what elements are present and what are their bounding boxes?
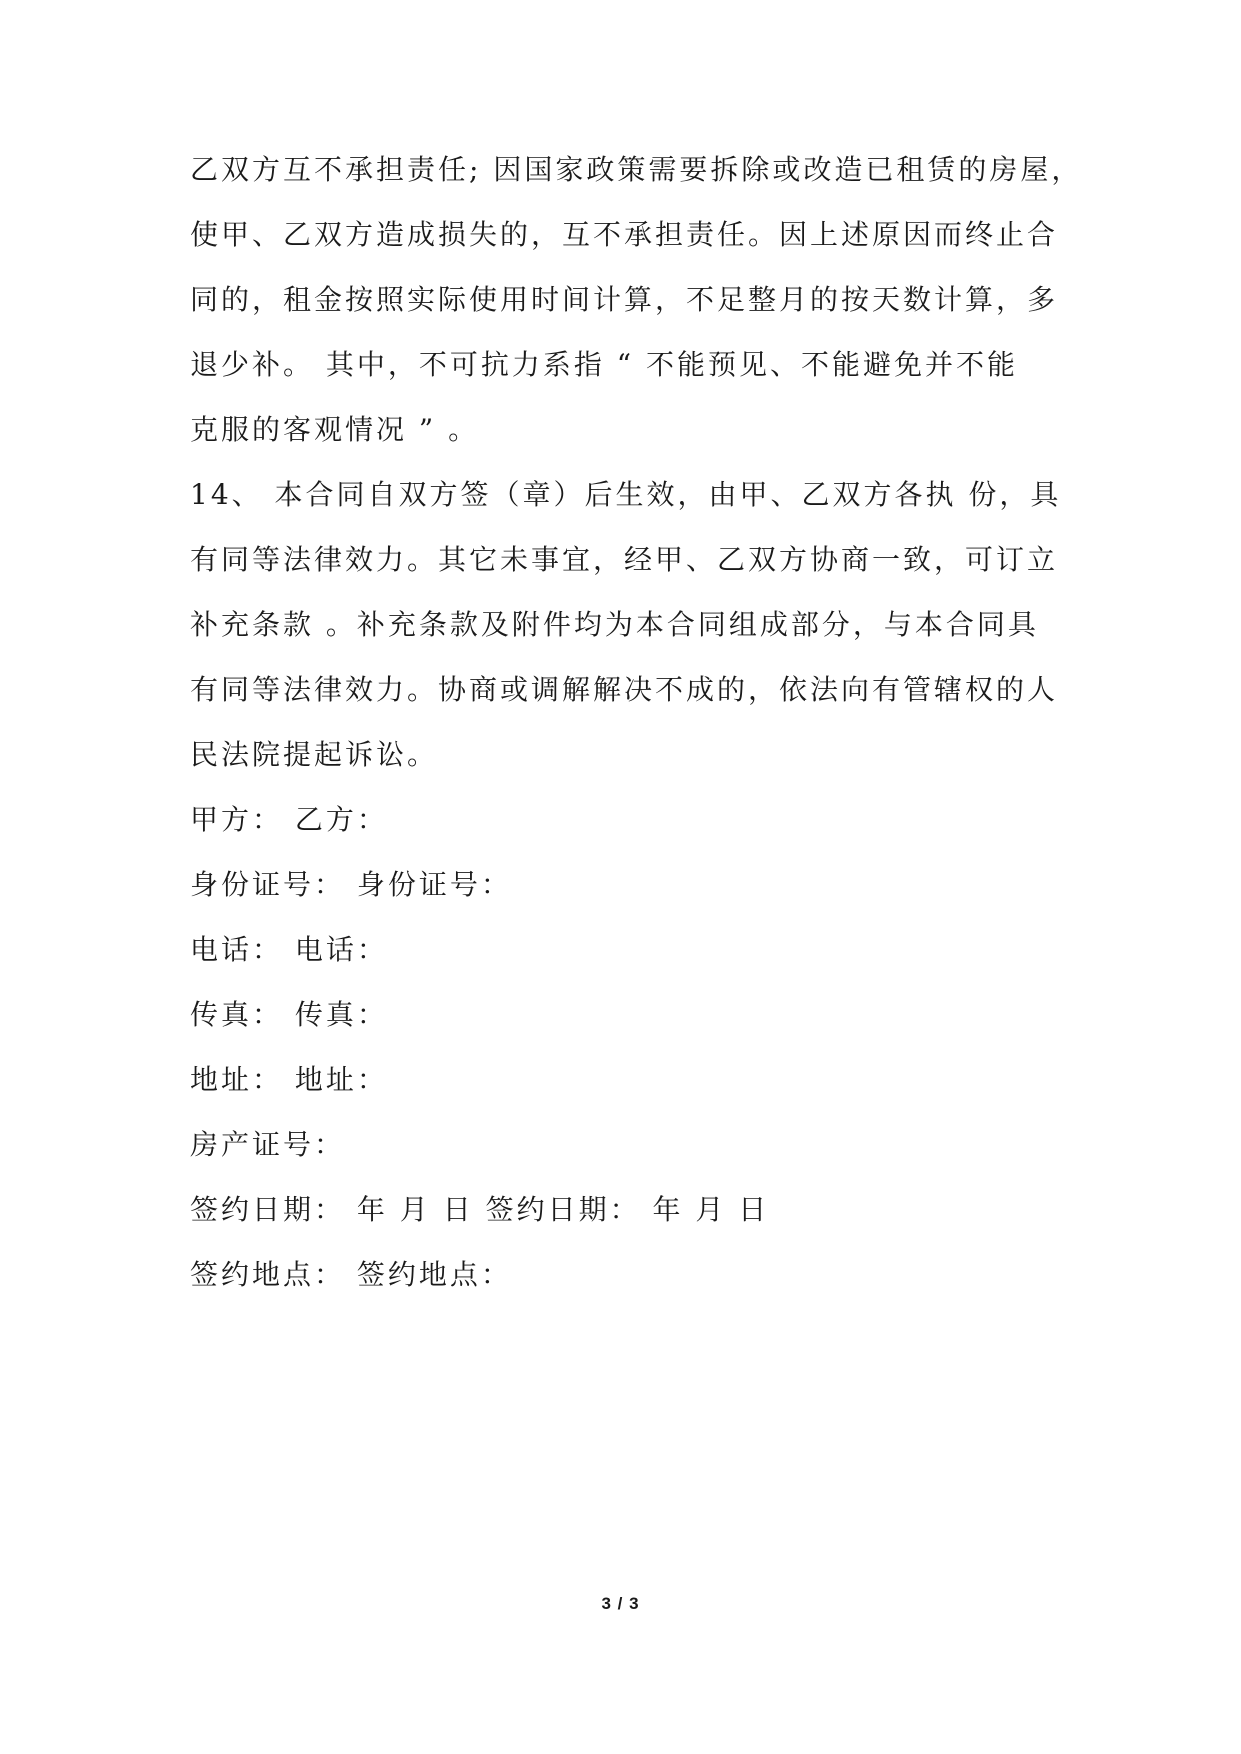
signing-date-field: 签约日期： 年 月 日 签约日期： 年 月 日 <box>190 1193 770 1226</box>
body-line: 克服的客观情况 ” 。 <box>190 413 480 446</box>
body-line: 民法院提起诉讼。 <box>190 738 439 771</box>
body-line: 同的，租金按照实际使用时间计算，不足整月的按天数计算，多 <box>190 283 1059 316</box>
signing-place-field: 签约地点： 签约地点： <box>190 1258 512 1291</box>
body-line: 使甲、乙双方造成损失的，互不承担责任。因上述原因而终止合 <box>190 218 1059 251</box>
address-field: 地址： 地址： <box>190 1063 388 1096</box>
party-field: 甲方： 乙方： <box>190 803 388 836</box>
page-number: 3 / 3 <box>601 1594 640 1613</box>
body-line: 补充条款 。补充条款及附件均为本合同组成部分，与本合同具 <box>190 608 1039 641</box>
body-line: 退少补。 其中，不可抗力系指 “ 不能预见、不能避免并不能 <box>190 348 1019 381</box>
body-line: 有同等法律效力。协商或调解解决不成的，依法向有管辖权的人 <box>190 673 1059 706</box>
id-number-field: 身份证号： 身份证号： <box>190 868 512 901</box>
clause-14-line: 14、 本合同自双方签（章）后生效，由甲、乙双方各执 份，具 <box>190 478 1062 511</box>
body-line: 乙双方互不承担责任; 因国家政策需要拆除或改造已租赁的房屋， <box>190 153 1083 186</box>
fax-field: 传真： 传真： <box>190 998 388 1031</box>
property-certificate-field: 房产证号： <box>190 1128 346 1161</box>
phone-field: 电话： 电话： <box>190 933 388 966</box>
body-line: 有同等法律效力。其它未事宜，经甲、乙双方协商一致，可订立 <box>190 543 1059 576</box>
